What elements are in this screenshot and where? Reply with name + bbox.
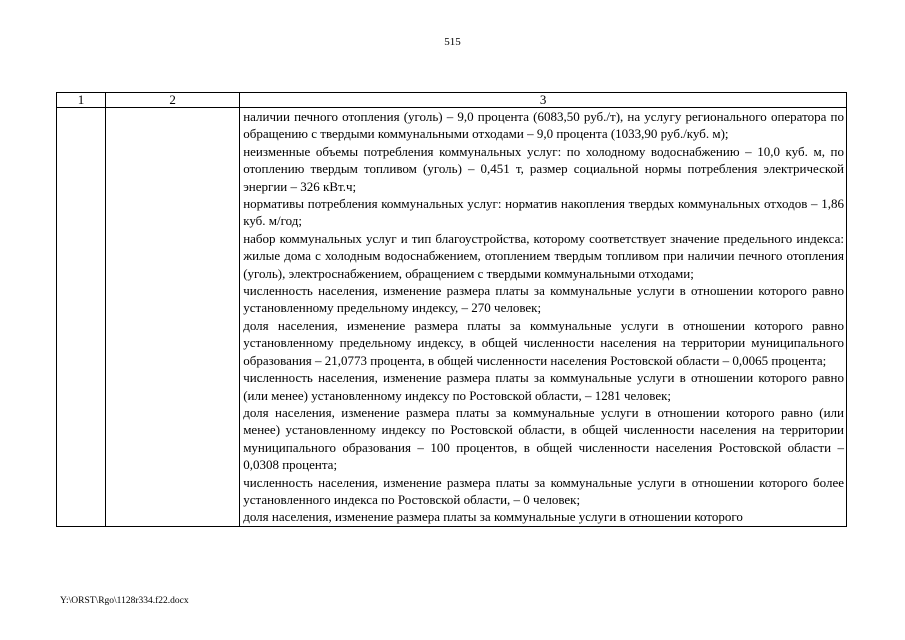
cell-column-3: [240, 108, 847, 527]
document-table: [56, 92, 847, 527]
paragraph: нормативы потребления коммунальных услуг: норматив накопления твердых коммунальных отходов – 1,86 куб. м/год;: [243, 196, 844, 229]
paragraph: доля населения, изменение размера платы за коммунальные услуги в отношении которого равно (или менее) установленному индексу по Ростовской области, в общей численности населения на территории муниципального образования – 100 процентов, в общей численности населения Ростовской области – 0,0308 процента;: [243, 404, 844, 473]
paragraph: неизменные объемы потребления коммунальных услуг: по холодному водоснабжению – 10,0 куб. м, по отоплению твердым топливом (уголь) – 0,451 т, размер социальной нормы потребления электрической энергии – 326 кВт.ч;: [243, 143, 844, 194]
table-row: [57, 108, 847, 527]
cell-column-2: [106, 108, 240, 527]
paragraph: численность населения, изменение размера платы за коммунальные услуги в отношении которого равно установленному предельному индексу, – 270 человек;: [243, 283, 844, 316]
column-header-2: 2: [106, 93, 240, 108]
table-header-row: [57, 93, 847, 108]
paragraph: численность населения, изменение размера платы за коммунальные услуги в отношении которого более установленного индекса по Ростовской области, – 0 человек;: [243, 474, 844, 507]
paragraph: набор коммунальных услуг и тип благоустройства, которому соответствует значение предельного индекса: жилые дома с холодным водоснабжением, отоплением твердым топливом при наличии печного отопления (уголь), электроснабжением, обращением с твердыми коммунальными отходами;: [243, 230, 844, 281]
paragraph: численность населения, изменение размера платы за коммунальные услуги в отношении которого равно (или менее) установленному индексу по Ростовской области, – 1281 человек;: [243, 370, 844, 403]
paragraph: наличии печного отопления (уголь) – 9,0 процента (6083,50 руб./т), на услугу регионального оператора по обращению с твердыми коммунальными отходами – 9,0 процента (1033,90 руб./куб. м);: [243, 109, 844, 142]
paragraph: доля населения, изменение размера платы за коммунальные услуги в отношении которого равно установленному предельному индексу, в общей численности населения на территории муниципального образования – 21,0773 процента, в общей численности населения Ростовской области – 0,0065 процента;: [243, 317, 844, 368]
cell-column-1: [57, 108, 106, 527]
page-number: 515: [444, 36, 461, 48]
column-header-1: 1: [57, 93, 106, 108]
footer-file-path: Y:\ORST\Rgo\1128r334.f22.docx: [60, 596, 189, 606]
column-header-3: 3: [240, 93, 847, 108]
paragraph: доля населения, изменение размера платы за коммунальные услуги в отношении которого: [243, 509, 743, 525]
